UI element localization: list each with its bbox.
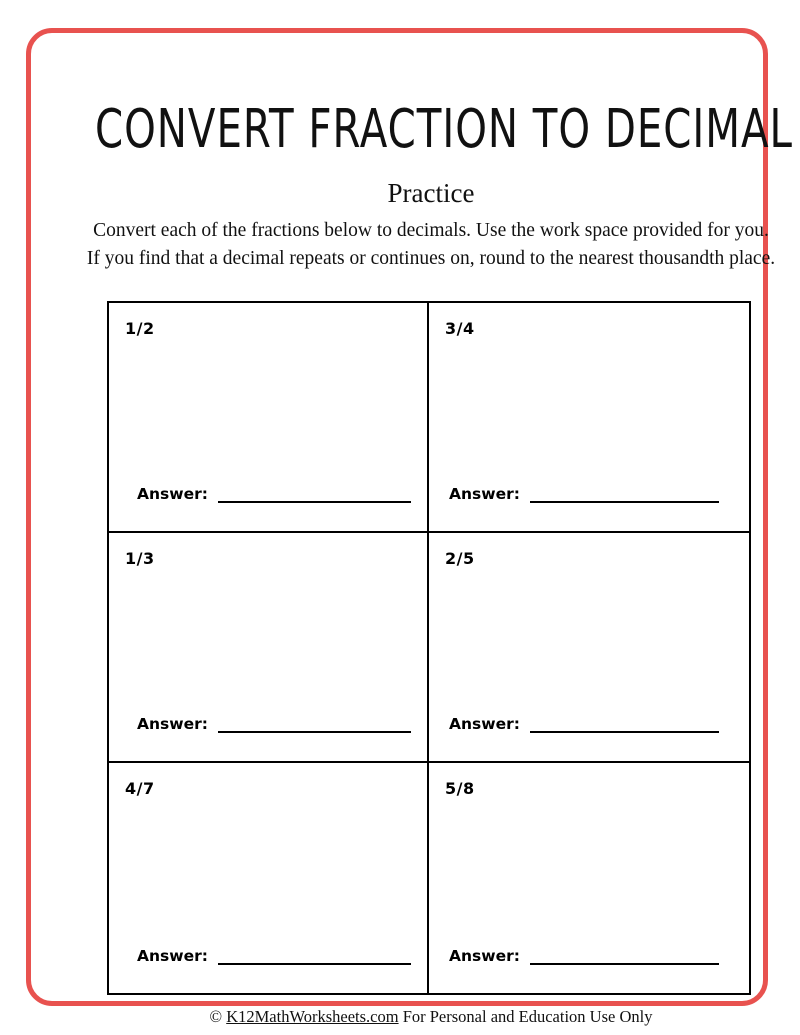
- answer-label: Answer:: [449, 485, 520, 503]
- answer-blank-line[interactable]: [218, 947, 411, 965]
- worksheet-content: [81, 81, 793, 1026]
- answer-row: [137, 947, 411, 965]
- answer-blank-line[interactable]: [530, 485, 719, 503]
- footer-rights: For Personal and Education Use Only: [398, 1007, 653, 1026]
- answer-row: [449, 947, 719, 965]
- problems-grid: [107, 301, 751, 995]
- answer-label: Answer:: [449, 947, 520, 965]
- problem-cell: [429, 303, 749, 533]
- problem-cell: [109, 303, 429, 533]
- answer-blank-line[interactable]: [530, 947, 719, 965]
- footer-site-link[interactable]: K12MathWorksheets.com: [226, 1007, 399, 1026]
- answer-label: Answer:: [137, 947, 208, 965]
- problem-cell: [109, 533, 429, 763]
- problem-cell: [429, 533, 749, 763]
- problem-fraction: 3/4: [445, 319, 475, 338]
- page-subtitle: Practice: [387, 178, 475, 208]
- answer-blank-line[interactable]: [530, 715, 719, 733]
- problem-fraction: 1/2: [125, 319, 155, 338]
- answer-row: [137, 485, 411, 503]
- problem-fraction: 2/5: [445, 549, 475, 568]
- instructions-text: Convert each of the fractions below to decimals. Use the work space provided for you. If you find that a decimal repeats or continues on, round to the nearest thousandth place.: [86, 220, 776, 269]
- answer-label: Answer:: [137, 485, 208, 503]
- footer-copyright: ©: [209, 1007, 227, 1026]
- problem-cell: [429, 763, 749, 993]
- problem-fraction: 5/8: [445, 779, 475, 798]
- problem-fraction: 4/7: [125, 779, 155, 798]
- answer-blank-line[interactable]: [218, 485, 411, 503]
- answer-blank-line[interactable]: [218, 715, 411, 733]
- answer-label: Answer:: [449, 715, 520, 733]
- problem-fraction: 1/3: [125, 549, 155, 568]
- page-border-frame: [26, 28, 793, 1026]
- answer-row: [137, 715, 411, 733]
- answer-label: Answer:: [137, 715, 208, 733]
- answer-row: [449, 485, 719, 503]
- answer-row: [449, 715, 719, 733]
- problem-cell: [109, 763, 429, 993]
- page-title: CONVERT FRACTION TO DECIMAL: [95, 97, 793, 160]
- footer: [81, 1007, 781, 1027]
